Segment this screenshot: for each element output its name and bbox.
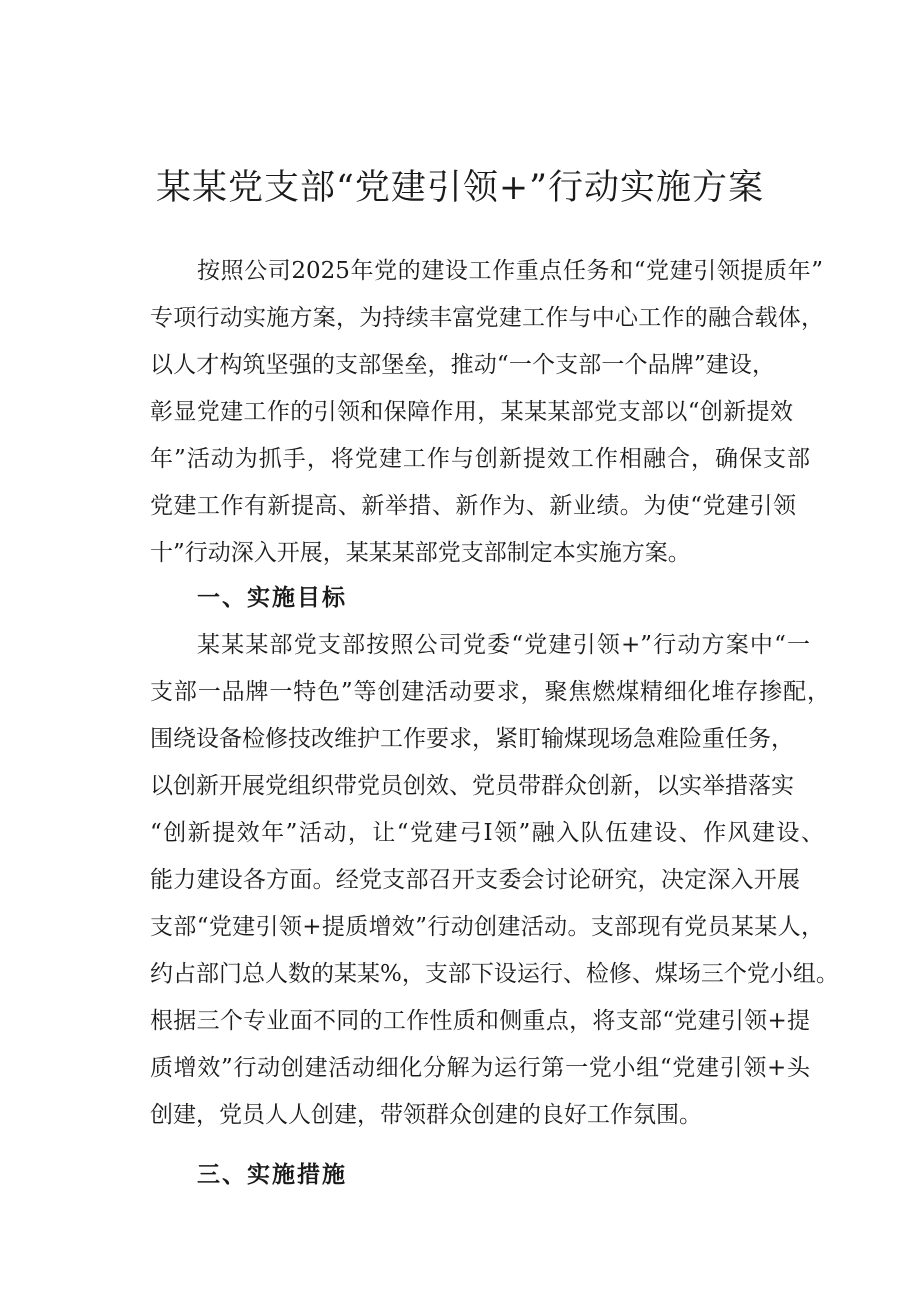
paragraph-1-line-1: 按照公司2025年党的建设工作重点任务和“党建引领提质年” bbox=[197, 258, 823, 284]
paragraph-2-line-5: “创新提效年”活动，让“党建弓I领”融入队伍建设、作风建设、 bbox=[150, 820, 824, 846]
paragraph-2-line-10: 质增效”行动创建活动细化分解为运行第一党小组“党建引领+头 bbox=[150, 1055, 810, 1081]
section-heading-measures: 三、实施措施 bbox=[197, 1162, 347, 1188]
paragraph-2-line-7: 支部“党建引领+提质增效”行动创建活动。支部现有党员某某人， bbox=[150, 914, 824, 940]
section-heading-goals: 一、实施目标 bbox=[197, 585, 347, 611]
paragraph-2-line-8: 约占部门总人数的某某%，支部下设运行、检修、煤场三个党小组。 bbox=[150, 961, 839, 987]
paragraph-1-line-4: 彰显党建工作的引领和保障作用，某某某部党支部以“创新提效 bbox=[150, 399, 793, 425]
paragraph-2-line-4: 以创新开展党组织带党员创效、党员带群众创新，以实举措落实 bbox=[150, 773, 794, 799]
paragraph-2-line-11: 创建，党员人人创建，带领群众创建的良好工作氛围。 bbox=[150, 1102, 702, 1128]
paragraph-2-line-6: 能力建设各方面。经党支部召开支委会讨论研究，决定深入开展 bbox=[150, 867, 800, 893]
paragraph-2-line-9: 根据三个专业面不同的工作性质和侧重点，将支部“党建引领+提 bbox=[150, 1008, 810, 1034]
paragraph-1-line-7: 十”行动深入开展，某某某部党支部制定本实施方案。 bbox=[150, 540, 691, 566]
paragraph-1-line-5: 年”活动为抓手，将党建工作与创新提效工作相融合，确保支部 bbox=[150, 446, 810, 472]
paragraph-1-line-6: 党建工作有新提高、新举措、新作为、新业绩。为使“党建引领 bbox=[150, 493, 796, 519]
paragraph-2-line-3: 围绕设备检修技改维护工作要求，紧盯输煤现场急难险重任务， bbox=[150, 726, 794, 752]
document-title: 某某党支部“党建引领+”行动实施方案 bbox=[155, 168, 765, 208]
paragraph-2-line-1: 某某某部党支部按照公司党委“党建引领+”行动方案中“一 bbox=[197, 632, 810, 658]
paragraph-2-line-2: 支部一品牌一特色”等创建活动要求，聚焦燃煤精细化堆存掺配， bbox=[150, 679, 830, 705]
paragraph-1-line-2: 专项行动实施方案，为持续丰富党建工作与中心工作的融合载体， bbox=[150, 305, 824, 331]
paragraph-1-line-3: 以人才构筑坚强的支部堡垒，推动“一个支部一个品牌”建设， bbox=[150, 352, 775, 378]
